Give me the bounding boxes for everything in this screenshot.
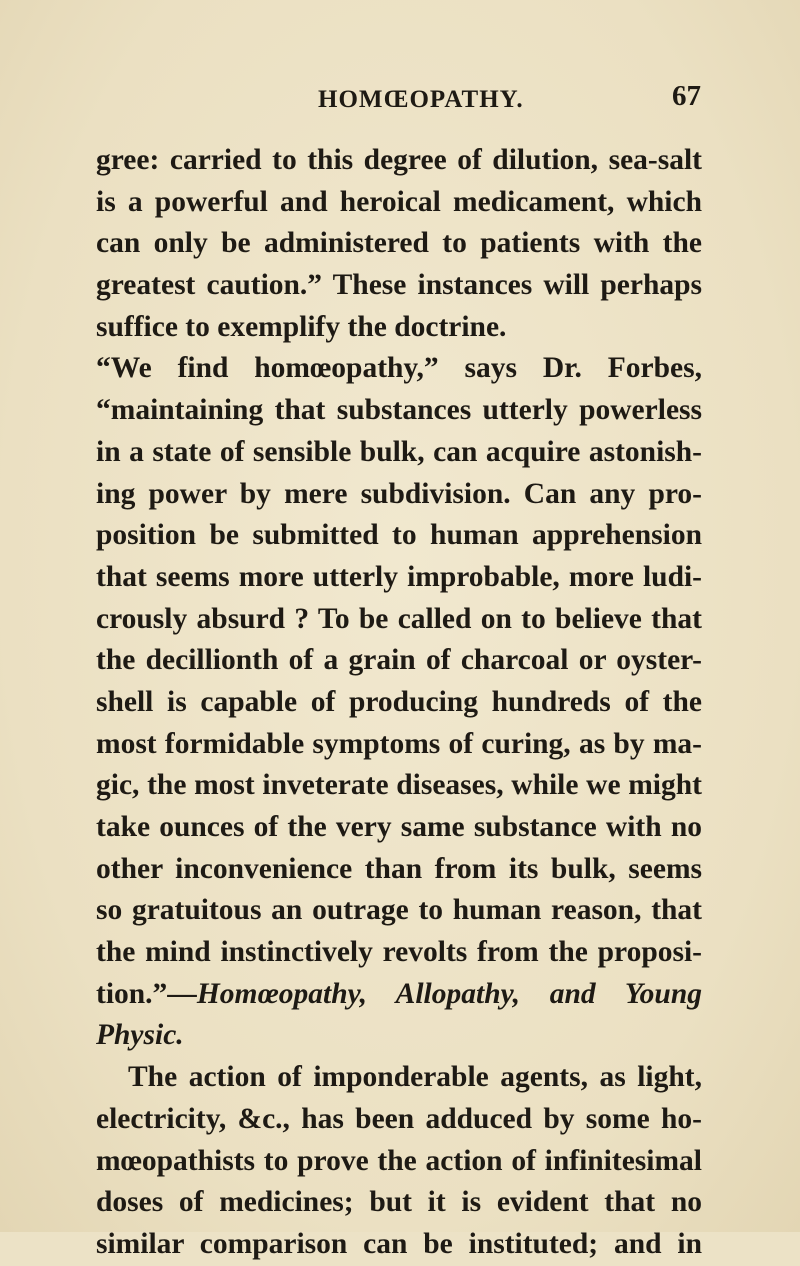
text-line: similar comparison can be instituted; and in — [96, 1227, 702, 1260]
text-line: gic, the most inveterate diseases, while we might — [96, 769, 702, 802]
citation-lead: tion.”— — [96, 977, 197, 1010]
text-line: mœopathists to prove the action of infinitesimal — [96, 1144, 702, 1177]
page-number: 67 — [672, 80, 701, 112]
text-line: doses of medicines; but it is evident that no — [96, 1186, 702, 1219]
text-line: take ounces of the very same substance with no — [96, 811, 702, 843]
text-line: “We find homœopathy,” says Dr. Forbes, — [96, 352, 702, 385]
text-line: can only be administered to patients with the — [96, 227, 702, 260]
text-line: is a powerful and heroical medicament, which — [96, 185, 702, 218]
citation-line — [96, 974, 702, 1016]
text-line: electricity, &c., has been adduced by some ho- — [96, 1102, 702, 1135]
text-line: the decillionth of a grain of charcoal or oyster- — [96, 644, 702, 677]
citation-line-end — [96, 1015, 702, 1057]
text-line: The action of imponderable agents, as light, — [128, 1061, 702, 1094]
text-line: most formidable symptoms of curing, as by ma- — [96, 727, 702, 760]
text-line: that seems more utterly improbable, more ludi- — [96, 560, 702, 593]
text-line: in a state of sensible bulk, can acquire astonish- — [96, 435, 702, 468]
text-line: “maintaining that substances utterly powerless — [96, 394, 702, 427]
text-line: greatest caution.” These instances will perhaps — [96, 269, 702, 302]
text-line: the mind instinctively revolts from the proposi- — [96, 936, 702, 969]
text-line: ing power by mere subdivision. Can any pro- — [96, 477, 702, 510]
text-line: gree: carried to this degree of dilution, sea-salt — [96, 144, 702, 176]
text-line: so gratuitous an outrage to human reason, that — [96, 894, 702, 927]
citation-title-end: Physic. — [96, 1019, 184, 1052]
text-line: suffice to exemplify the doctrine. — [96, 310, 507, 343]
running-title: HOMŒOPATHY. — [318, 86, 524, 113]
body-text — [96, 140, 702, 1266]
page-header — [0, 80, 800, 120]
text-line: position be submitted to human apprehension — [96, 519, 702, 552]
citation-title: Homœopathy, Allopathy, and Young — [196, 977, 702, 1010]
text-line: shell is capable of producing hundreds of the — [96, 685, 702, 718]
text-line: other inconvenience than from its bulk, seems — [96, 852, 702, 885]
text-line: crously absurd ? To be called on to believe that — [96, 602, 702, 635]
